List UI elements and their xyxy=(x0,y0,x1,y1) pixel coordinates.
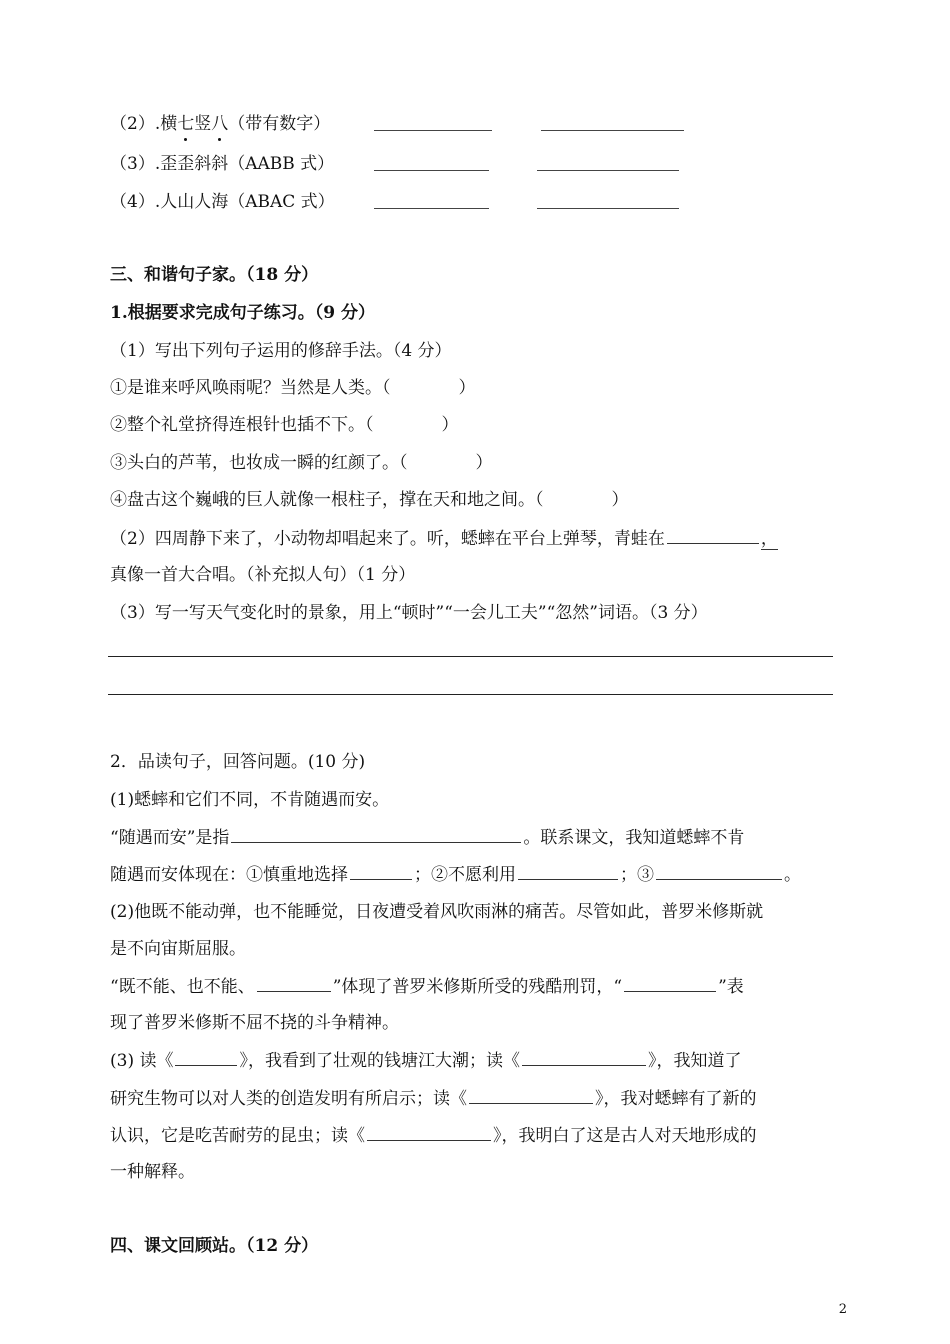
writing-line[interactable] xyxy=(108,694,833,695)
section-3-title: 三、和谐句子家。（18 分） xyxy=(110,265,319,285)
answer-blank[interactable] xyxy=(541,130,684,131)
answer-blank[interactable] xyxy=(469,1086,593,1104)
answer-blank[interactable] xyxy=(624,974,716,992)
page-number: 2 xyxy=(838,1302,847,1317)
sentence-4: ④盘古这个巍峨的巨人就像一根柱子，撑在天和地之间。（ ） xyxy=(110,490,629,510)
part-2-line-1: （2）四周静下来了，小动物却唱起来了。听，蟋蟀在平台上弹琴，青蛙在 ， xyxy=(110,526,778,551)
answer-blank[interactable] xyxy=(374,170,489,171)
reading-2-cont: 是不向宙斯屈服。 xyxy=(110,939,246,959)
reading-3: (3) 读《 》，我看到了壮观的钱塘江大潮；读《 》，我知道了 xyxy=(110,1048,741,1073)
idiom-item-3: （3）.歪歪斜斜（AABB 式） xyxy=(110,154,335,174)
answer-blank[interactable] xyxy=(537,170,679,171)
answer-blank[interactable] xyxy=(667,526,759,544)
sentence-1: ①是谁来呼风唤雨呢？当然是人类。（ ） xyxy=(110,378,476,398)
answer-blank[interactable] xyxy=(518,862,618,880)
reading-1-q: “随遇而安”是指 。联系课文，我知道蟋蟀不肯 xyxy=(110,825,744,850)
reading-3-cont: 研究生物可以对人类的创造发明有所启示；读《 》，我对蟋蟀有了新的 xyxy=(110,1086,757,1111)
reading-2-q-cont: 现了普罗米修斯不屈不挠的斗争精神。 xyxy=(110,1013,399,1033)
idiom-item-4: （4）.人山人海（ABAC 式） xyxy=(110,192,335,212)
section-4-title: 四、课文回顾站。（12 分） xyxy=(110,1236,319,1256)
writing-line[interactable] xyxy=(108,656,833,657)
dotted-char: 八 xyxy=(211,114,229,134)
question-2-title: 2．品读句子，回答问题。(10 分) xyxy=(110,752,366,772)
answer-blank[interactable] xyxy=(257,974,331,992)
answer-blank[interactable] xyxy=(374,130,492,131)
reading-1-q-cont: 随遇而安体现在：①慎重地选择 ；②不愿利用 ；③ 。 xyxy=(110,862,801,887)
reading-2-q: “既不能、也不能、 ”体现了普罗米修斯所受的残酷刑罚，“ ”表 xyxy=(110,974,744,999)
reading-3-cont-2: 认识，它是吃苦耐劳的昆虫；读《 》，我明白了这是古人对天地形成的 xyxy=(110,1123,757,1148)
question-1-title: 1.根据要求完成句子练习。（9 分） xyxy=(110,303,375,323)
answer-blank[interactable] xyxy=(350,862,412,880)
idiom-item-2: （2）.横七竖八（带有数字） xyxy=(110,114,331,134)
answer-blank[interactable] xyxy=(367,1123,491,1141)
part-2-line-2: 真像一首大合唱。（补充拟人句）（1 分） xyxy=(110,565,416,585)
sentence-3: ③头白的芦苇，也妆成一瞬的红颜了。（ ） xyxy=(110,453,493,473)
part-1-prompt: （1）写出下列句子运用的修辞手法。（4 分） xyxy=(110,341,452,361)
sentence-2: ②整个礼堂挤得连根针也插不下。（ ） xyxy=(110,415,459,435)
answer-blank[interactable] xyxy=(656,862,782,880)
answer-blank[interactable] xyxy=(522,1048,646,1066)
reading-2: (2)他既不能动弹，也不能睡觉，日夜遭受着风吹雨淋的痛苦。尽管如此，普罗米修斯就 xyxy=(110,902,764,922)
reading-1: (1)蟋蟀和它们不同，不肯随遇而安。 xyxy=(110,790,390,810)
reading-3-cont-3: 一种解释。 xyxy=(110,1162,195,1182)
answer-blank[interactable] xyxy=(175,1048,237,1066)
dotted-char: 七 xyxy=(177,114,195,134)
answer-blank[interactable] xyxy=(231,825,521,843)
answer-blank[interactable] xyxy=(374,208,489,209)
part-3-prompt: （3）写一写天气变化时的景象，用上“顿时”“一会儿工夫”“忽然”词语。（3 分） xyxy=(110,603,708,623)
answer-blank[interactable] xyxy=(537,208,679,209)
